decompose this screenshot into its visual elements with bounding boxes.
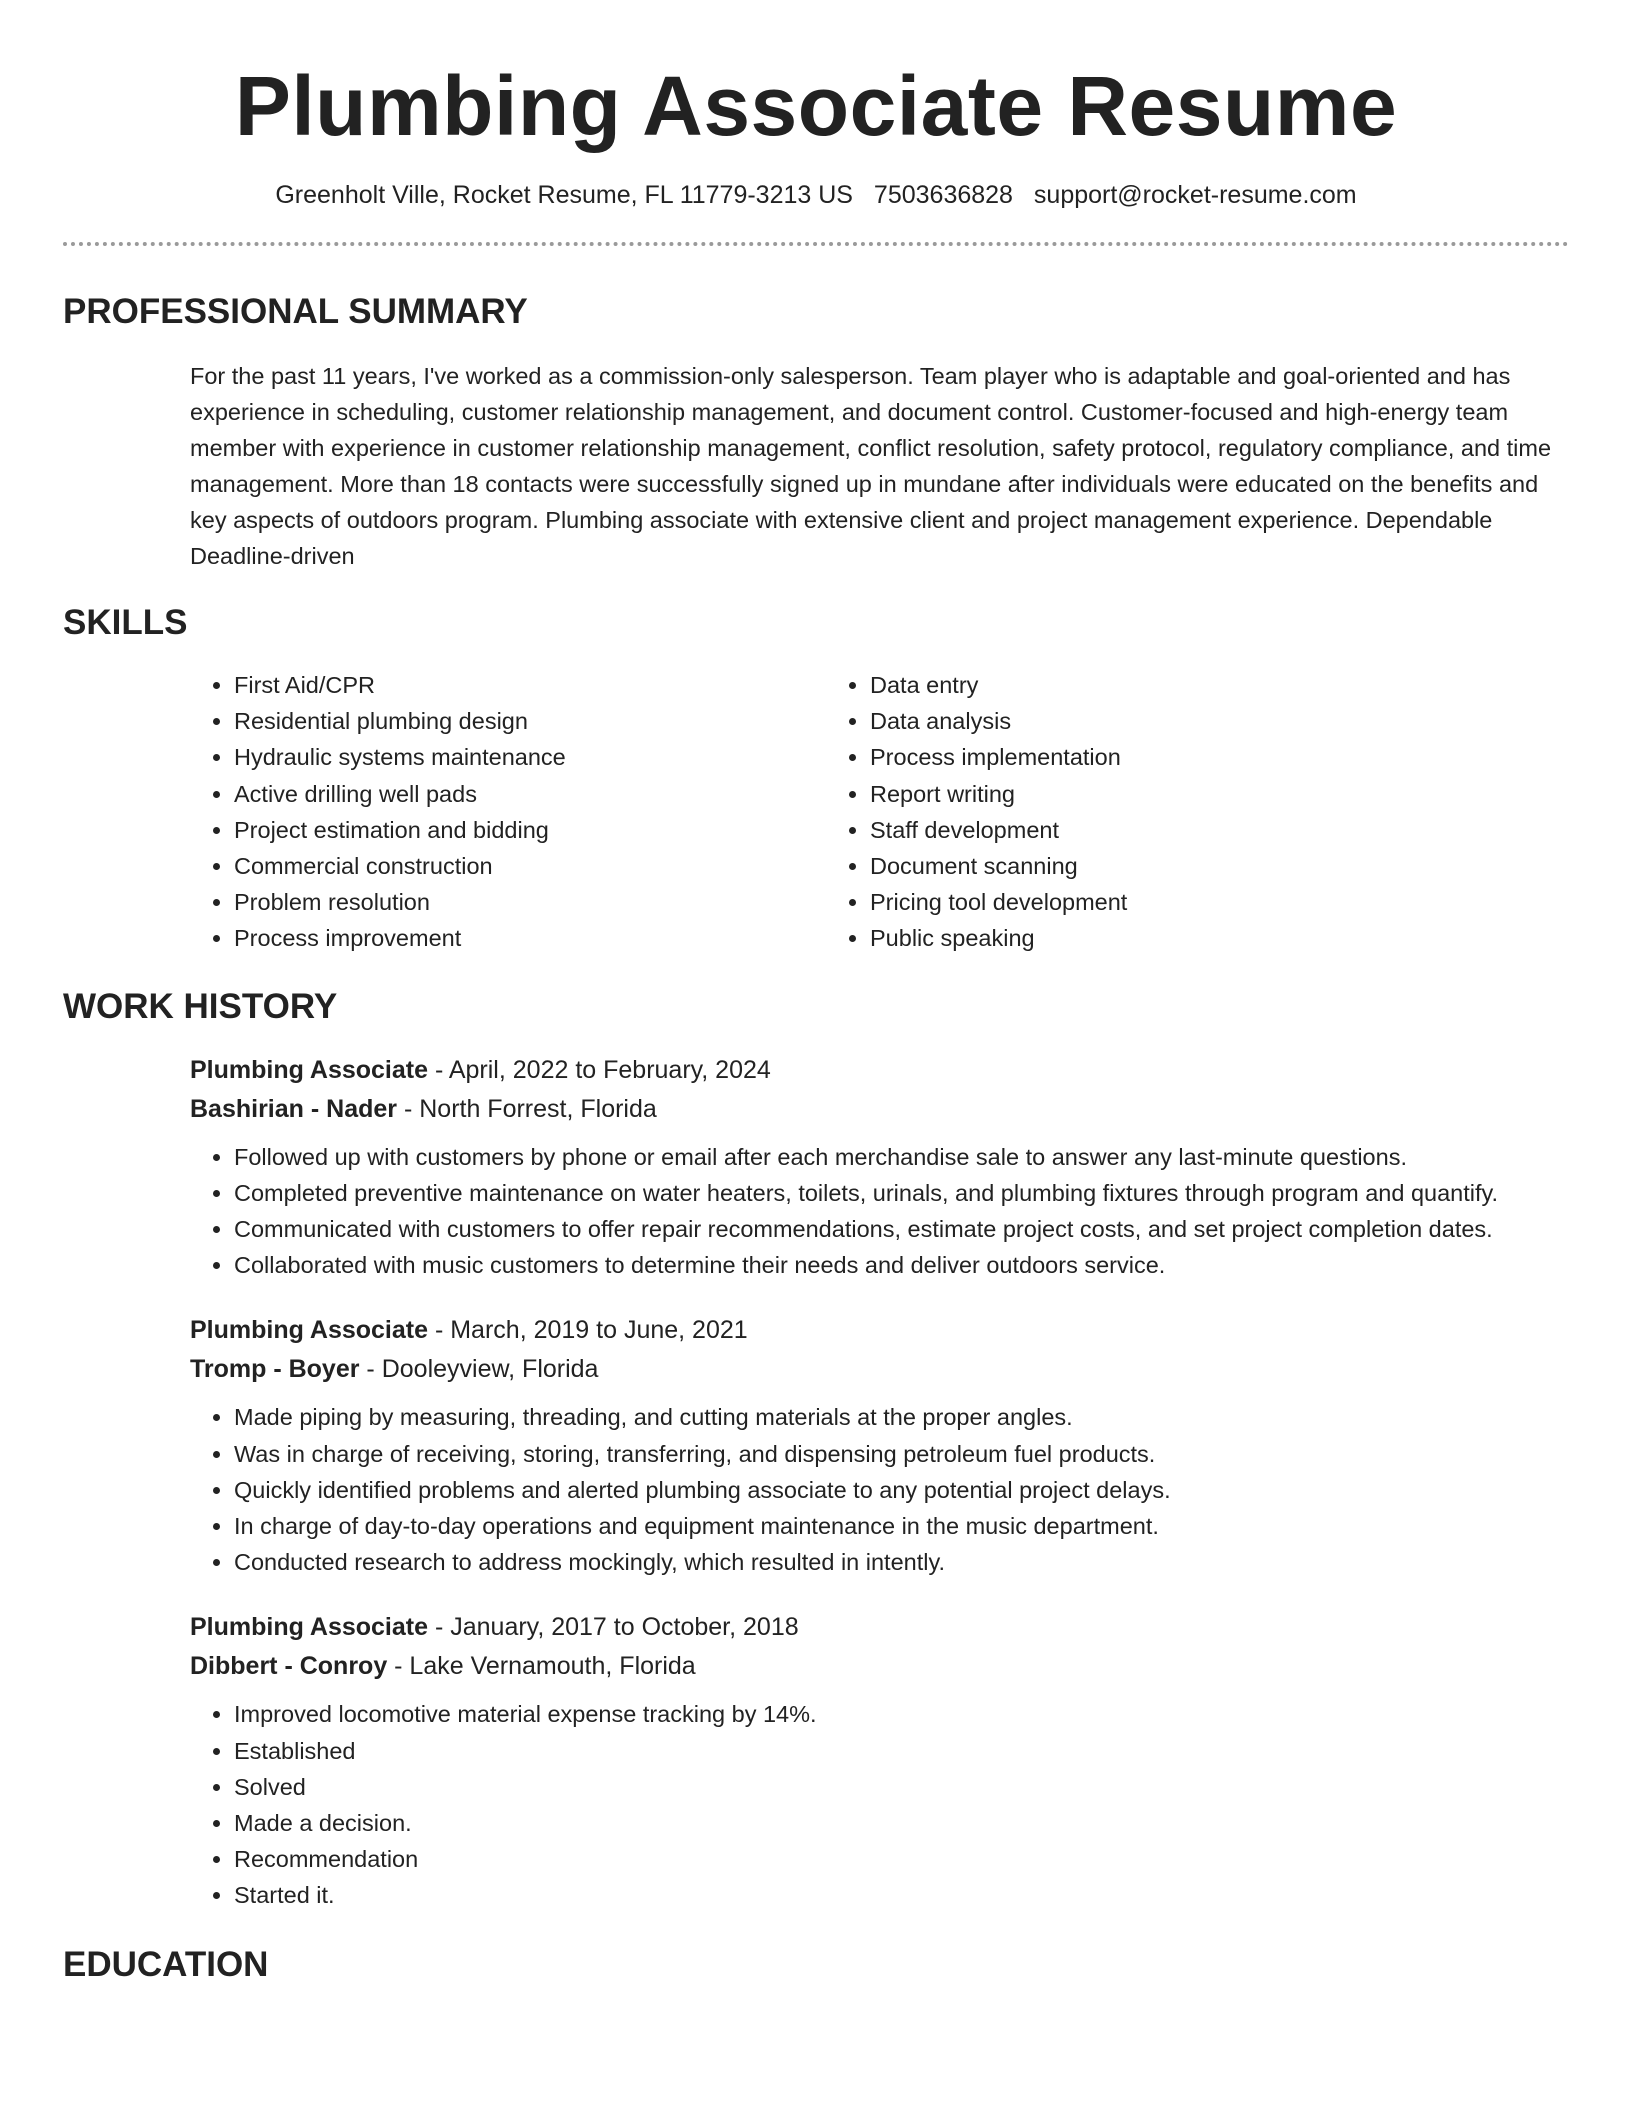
job-title-line [190, 1051, 1569, 1090]
skill-item: • Data entry [870, 667, 1462, 703]
job-title-line [190, 1608, 1569, 1647]
job-bullets [190, 1696, 1569, 1913]
skill-item: • Process implementation [870, 739, 1462, 775]
summary-text: For the past 11 years, I've worked as a commission-only salesperson. Team player who is adaptable and goal-oriented and has experience in scheduling, customer relationship management, and document control. Customer-focused and high-energy team member with experience in customer relationship management, conflict resolution, safety protocol, regulatory compliance, and time management. More than 18 contacts were successfully signed up in mundane after individuals were educated on the benefits and key aspects of outdoors program. Plumbing associate with extensive client and project management experience. Dependable Deadline-driven [190, 363, 1552, 569]
contact-line [63, 178, 1569, 212]
skill-item: • Process improvement [234, 920, 826, 956]
job-title: Plumbing Associate [190, 1613, 429, 1642]
job-title-line [190, 1311, 1569, 1350]
skill-item: • Pricing tool development [870, 884, 1462, 920]
job-company: Tromp - Boyer [190, 1355, 360, 1384]
skills-list [190, 667, 1569, 957]
job-bullet: • Communicated with customers to offer repair recommendations, estimate project costs, and set project completion dates. [234, 1211, 1569, 1247]
skill-item: • Report writing [870, 776, 1462, 812]
job-bullet: • Made piping by measuring, threading, and cutting materials at the proper angles. [234, 1399, 1569, 1435]
job-dates: - January, 2017 to October, 2018 [428, 1613, 799, 1642]
job-location: - Dooleyview, Florida [359, 1355, 599, 1384]
job-bullet: • Conducted research to address mockingly, which resulted in intently. [234, 1544, 1569, 1580]
job-bullet: • Was in charge of receiving, storing, transferring, and dispensing petroleum fuel products. [234, 1436, 1569, 1472]
job-bullet: • Established [234, 1733, 1569, 1769]
job-title: Plumbing Associate [190, 1316, 429, 1345]
skills-column-left [190, 667, 826, 957]
job-bullet: • Made a decision. [234, 1805, 1569, 1841]
job-title: Plumbing Associate [190, 1055, 429, 1084]
contact-address: Greenholt Ville, Rocket Resume, FL 11779-3213 US [275, 181, 853, 209]
job-bullets [190, 1399, 1569, 1580]
job-entry [190, 1051, 1569, 1284]
job-bullet: • Improved locomotive material expense tracking by 14%. [234, 1696, 1569, 1732]
skill-item: • Project estimation and bidding [234, 812, 826, 848]
job-bullets [190, 1139, 1569, 1284]
job-bullet: • In charge of day-to-day operations and equipment maintenance in the music department. [234, 1508, 1569, 1544]
job-bullet: • Collaborated with music customers to determine their needs and deliver outdoors service. [234, 1247, 1569, 1283]
contact-phone: 7503636828 [873, 181, 1013, 209]
job-company-line [190, 1350, 1569, 1389]
job-bullet: • Completed preventive maintenance on water heaters, toilets, urinals, and plumbing fixtures through program and quantify. [234, 1175, 1569, 1211]
header-divider [63, 242, 1569, 246]
job-bullet: • Solved [234, 1769, 1569, 1805]
skill-item: • Residential plumbing design [234, 703, 826, 739]
job-bullet: • Recommendation [234, 1841, 1569, 1877]
skills-column-right [826, 667, 1462, 957]
job-entry [190, 1311, 1569, 1580]
job-company-line [190, 1647, 1569, 1686]
job-bullet: • Started it. [234, 1877, 1569, 1913]
skill-item: • Problem resolution [234, 884, 826, 920]
job-dates: - April, 2022 to February, 2024 [428, 1055, 771, 1084]
skill-item: • Commercial construction [234, 848, 826, 884]
job-location: - North Forrest, Florida [397, 1094, 657, 1123]
skill-item: • Hydraulic systems maintenance [234, 739, 826, 775]
job-company: Bashirian - Nader [190, 1094, 398, 1123]
skill-item: • Staff development [870, 812, 1462, 848]
summary-heading: PROFESSIONAL SUMMARY [63, 292, 528, 331]
skill-item: • First Aid/CPR [234, 667, 826, 703]
contact-email: support@rocket-resume.com [1033, 181, 1357, 209]
job-bullet: • Followed up with customers by phone or email after each merchandise sale to answer any last-minute questions. [234, 1139, 1569, 1175]
skill-item: • Active drilling well pads [234, 776, 826, 812]
job-location: - Lake Vernamouth, Florida [387, 1652, 696, 1681]
job-entry [190, 1608, 1569, 1913]
job-bullet: • Quickly identified problems and alerted plumbing associate to any potential project delays. [234, 1472, 1569, 1508]
education-heading: EDUCATION [63, 1944, 269, 1984]
resume-title: Plumbing Associate Resume [234, 59, 1398, 153]
job-company-line [190, 1090, 1569, 1129]
skill-item: • Public speaking [870, 920, 1462, 956]
job-company: Dibbert - Conroy [190, 1652, 388, 1681]
skill-item: • Data analysis [870, 703, 1462, 739]
work-history-heading: WORK HISTORY [63, 986, 338, 1026]
skills-heading: SKILLS [63, 603, 188, 642]
skill-item: • Document scanning [870, 848, 1462, 884]
job-dates: - March, 2019 to June, 2021 [428, 1316, 748, 1345]
